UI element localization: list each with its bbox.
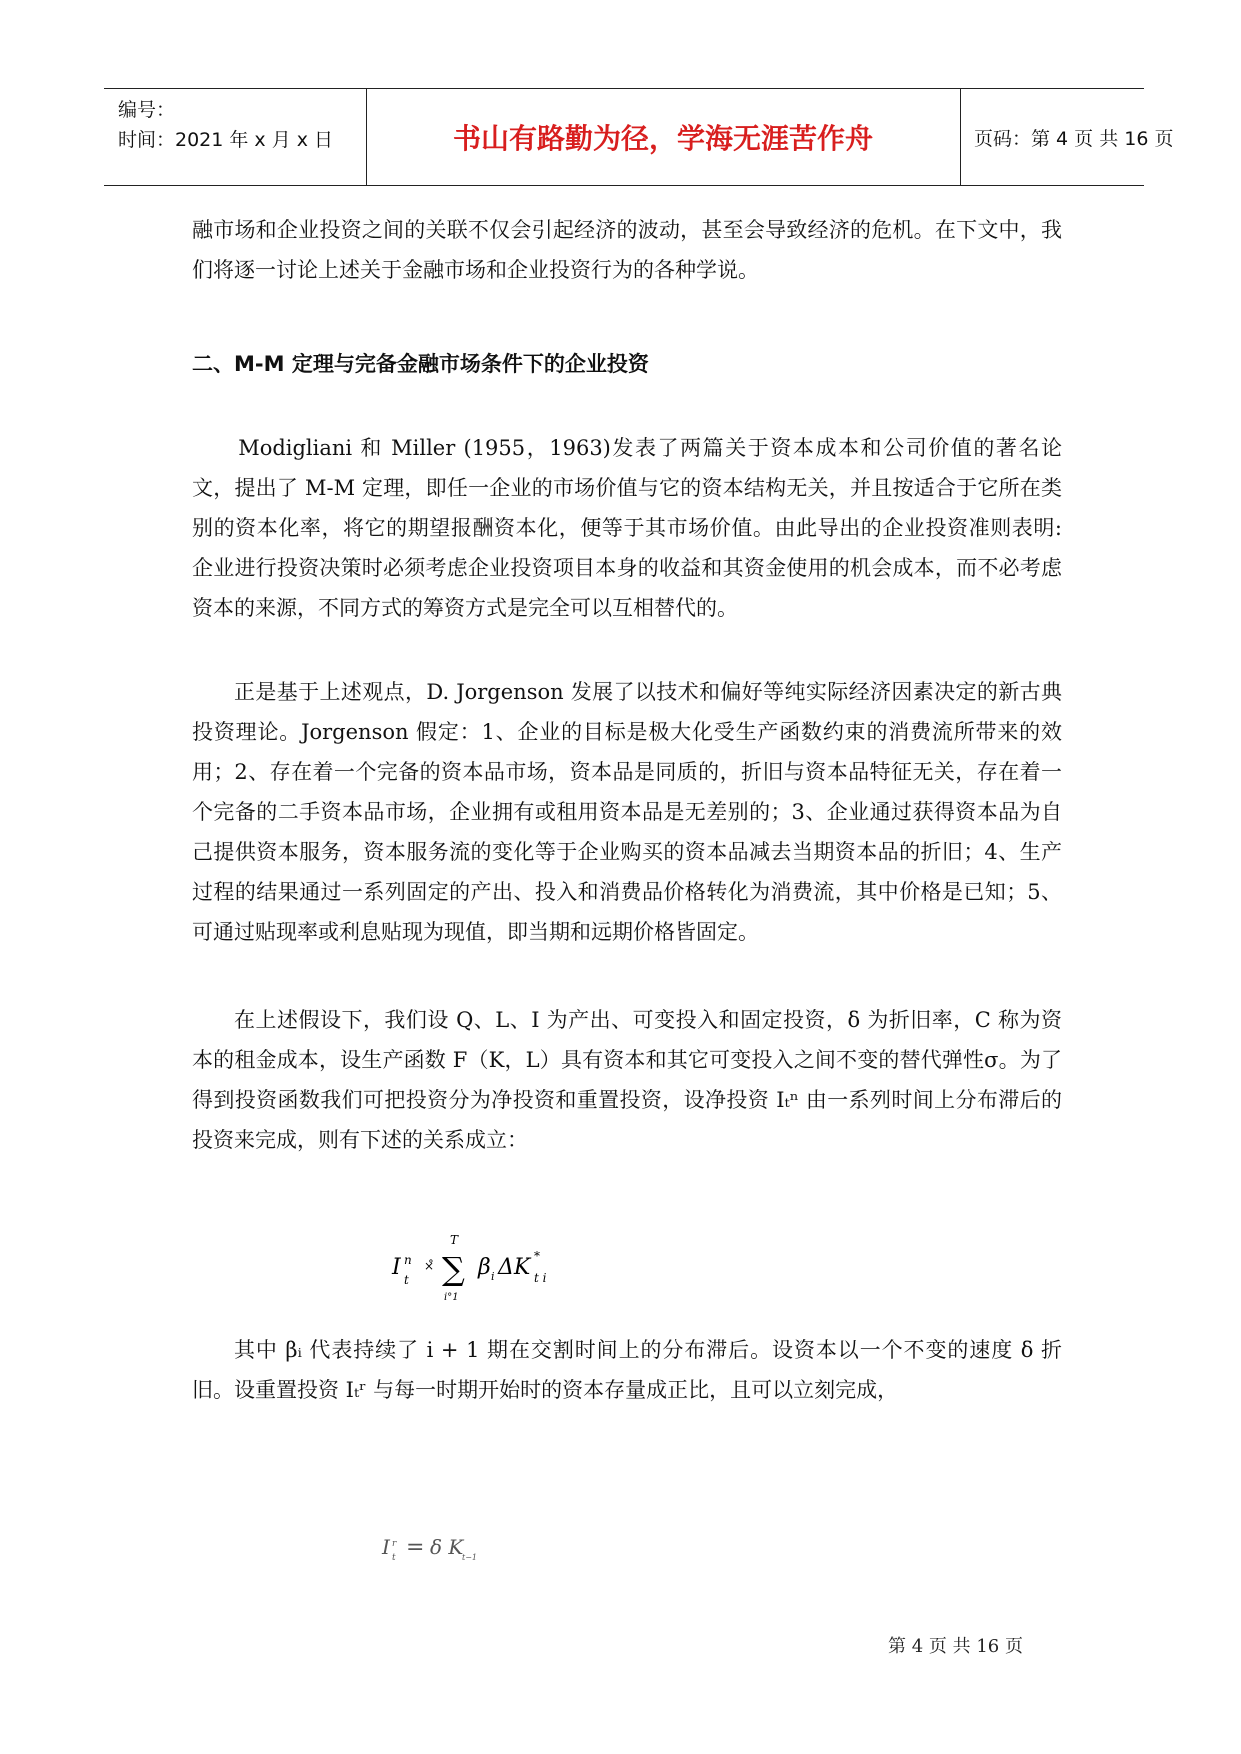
formula-star: * — [534, 1249, 540, 1263]
paragraph-jorgenson: 正是基于上述观点，D. Jorgenson 发展了以技术和偏好等纯实际经济因素决定的新古典投资理论。Jorgenson 假定：1、企业的目标是极大化受生产函数约束的消费流所带来的效用；2、存在着一个完备的资本品市场，资本品是同质的，折旧与资本品特征无关，存在着一个完备的二手资本品市场，企业拥有或租用资本品是无差别的；3、企业通过获得资本品为自己提供资本服务，资本服务流的变化等于企业购买的资本品减去当期资本品的折旧；4、生产过程的结果通过一系列固定的产出、投入和消费品价格转化为消费流，其中价格是已知；5、可通过贴现率或利息贴现为现值，即当期和远期价格皆固定。 — [192, 680, 1062, 944]
formula-subscript: t−1 — [462, 1553, 478, 1562]
formula-beta: β — [478, 1255, 491, 1280]
header-motto: 书山有路勤为径，学海无涯苦作舟 — [452, 122, 873, 155]
formula-equals: = — [406, 1535, 425, 1560]
paragraph-replacement: 其中 βᵢ 代表持续了 i + 1 期在交割时间上的分布滞后。设资本以一个不变的速度 δ 折旧。设重置投资 Iₜʳ 与每一时期开始时的资本存量成正比，且可以立刻完成， — [192, 1338, 1062, 1402]
formula-symbol: I — [382, 1535, 390, 1559]
header-page-info: 页码：第 4 页 共 16 页 — [974, 127, 1174, 150]
formula-replacement-investment — [380, 1530, 520, 1570]
formula-subscript: t — [392, 1553, 396, 1563]
formula-delta-k: ΔK — [498, 1255, 531, 1280]
header-meta — [118, 95, 368, 155]
formula-superscript: r — [392, 1539, 397, 1549]
formula-net-investment — [388, 1228, 588, 1308]
formula-summation: ∑ — [442, 1250, 465, 1288]
formula-superscript: n — [404, 1253, 412, 1267]
formula-subscript: t — [404, 1273, 409, 1287]
number-label: 编号： — [118, 99, 176, 121]
formula-sum-lower: i°1 — [444, 1292, 459, 1303]
header-divider — [960, 89, 961, 185]
section-heading: 二、M-M 定理与完备金融市场条件下的企业投资 — [192, 352, 649, 376]
page-footer: 第 4 页 共 16 页 — [888, 1636, 1023, 1657]
formula-subscript: i — [491, 1270, 495, 1283]
paragraph-mm-theorem: Modigliani 和 Miller (1955，1963)发表了两篇关于资本成本和公司价值的著名论文，提出了 M-M 定理，即任一企业的市场价值与它的资本结构无关，并且按适合于它所在类别的资本化率，将它的期望报酬资本化，便等于其市场价值。由此导出的企业投资准则表明: 企业进行投资决策时必须考虑企业投资项目本身的收益和其资金使用的机会成本，而不必考虑资本的来源，不同方式的筹资方式是完全可以互相替代的。 — [192, 436, 1062, 620]
time-label: 时间：2021 年 x 月 x 日 — [118, 129, 334, 151]
document-header — [104, 88, 1174, 186]
formula-sum-upper: T — [450, 1233, 459, 1247]
paragraph-intro-continued: 融市场和企业投资之间的关联不仅会引起经济的波动，甚至会导致经济的危机。在下文中，我们将逐一讨论上述关于金融市场和企业投资行为的各种学说。 — [192, 218, 1062, 282]
formula-symbol: I — [392, 1255, 401, 1280]
formula-rhs: δ K — [430, 1535, 464, 1559]
paragraph-assumptions: 在上述假设下，我们设 Q、L、I 为产出、可变投入和固定投资，δ 为折旧率，C 称为资本的租金成本，设生产函数 F（K，L）具有资本和其它可变投入之间不变的替代弹性σ。为了得到投资函数我们可把投资分为净投资和重置投资，设净投资 Iₜⁿ 由一系列时间上分布滞后的投资来完成，则有下述的关系成立： — [192, 1008, 1062, 1152]
formula-subscript: t i — [534, 1271, 547, 1285]
formula-equals: ×̊ — [424, 1259, 435, 1273]
